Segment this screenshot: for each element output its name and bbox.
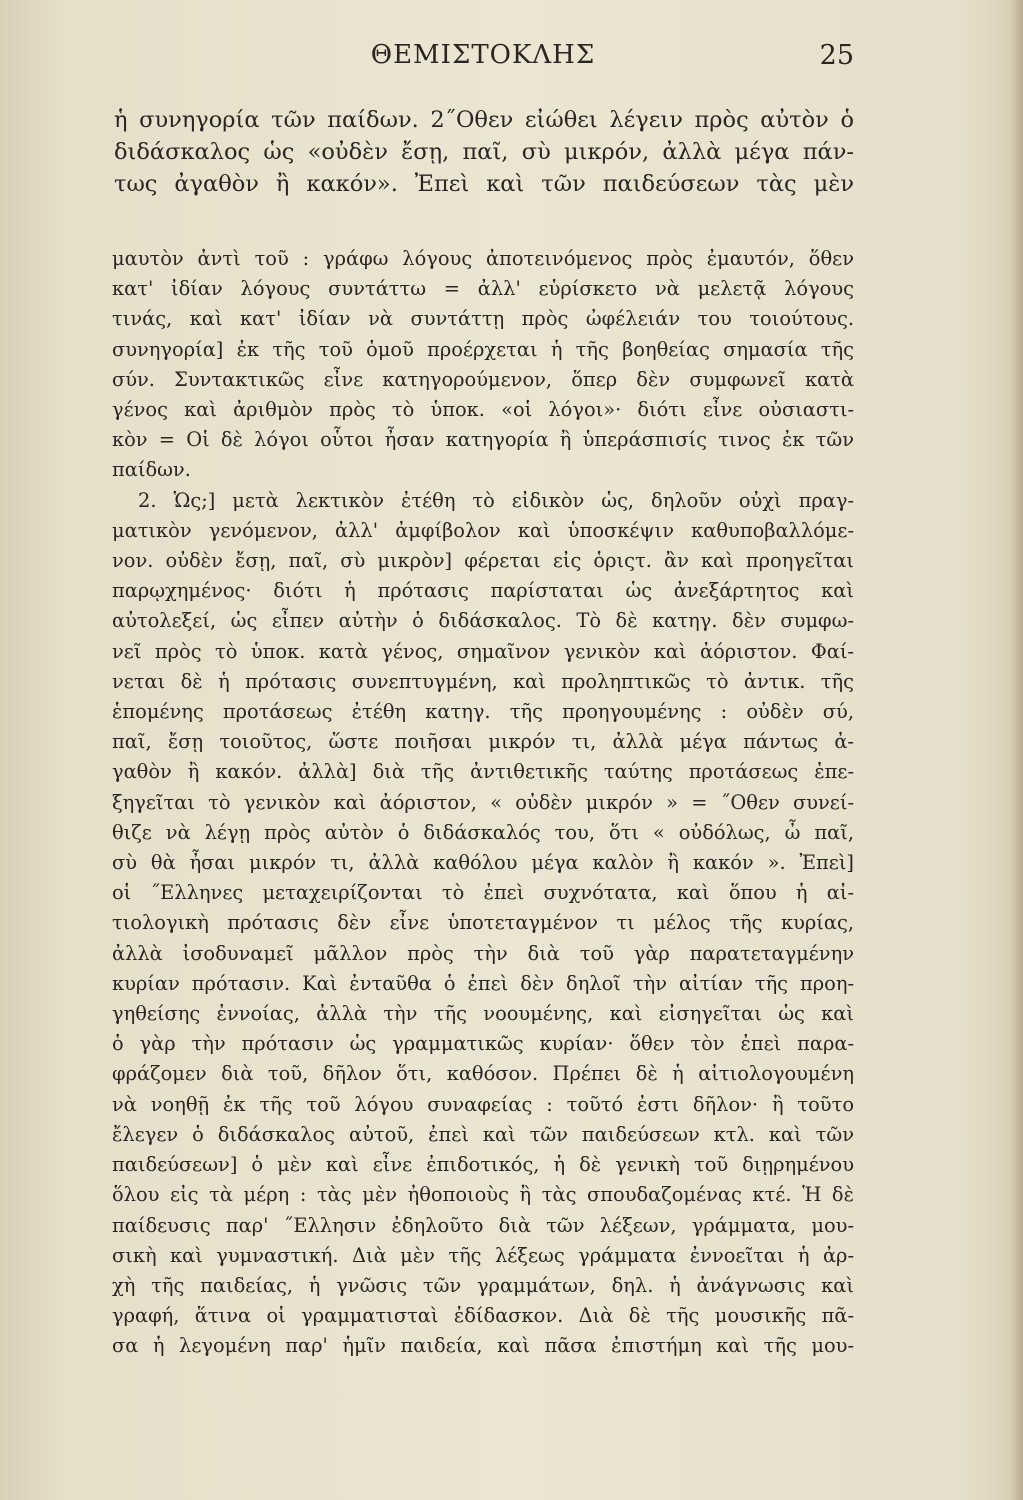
page-number: 25 (819, 40, 854, 71)
note-line: ἑπομένης προτάσεως ἐτέθη κατηγ. τῆς προηγουμένης : οὐδὲν σύ, (112, 700, 854, 724)
note-line: κυρίαν πρότασιν. Καὶ ἐνταῦθα ὁ ἐπεὶ δὲν δηλοῖ τὴν αἰτίαν τῆς προη- (112, 971, 854, 995)
note-line: τιολογικὴ πρότασις δὲν εἶνε ὑποτεταγμένον τι μέλος τῆς κυρίας, (112, 911, 854, 935)
note-line: παίδων. (112, 458, 191, 482)
note-line: οἱ ˝Ελληνες μεταχειρίζονται τὸ ἐπεὶ συχνότατα, καὶ ὅπου ἡ αἰ- (112, 881, 854, 905)
note-line: ματικὸν γενόμενον, ἀλλ' ἀμφίβολον καὶ ὑποσκέψιν καθυποβαλλόμε- (112, 518, 854, 542)
note-line: παρῳχημένος· διότι ἡ πρότασις παρίσταται ὡς ἀνεξάρτητος καὶ (112, 579, 854, 603)
main-text-line: ἡ συνηγορία τῶν παίδων. 2˝Οθεν εἰώθει λέγειν πρὸς αὐτὸν ὁ (114, 107, 854, 133)
note-line: παίδευσις παρ' ˝Ελλησιν ἐδηλοῦτο διὰ τῶν λέξεων, γράμματα, μου- (112, 1213, 854, 1237)
note-line: παῖ, ἔσῃ τοιοῦτος, ὥστε ποιῆσαι μικρόν τι, ἀλλὰ μέγα πάντως ἀ- (112, 730, 854, 754)
note-line: ὅλου εἰς τὰ μέρη : τὰς μὲν ἠθοποιοὺς ἢ τὰς σπουδαζομένας κτέ. Ἡ δὲ (112, 1183, 854, 1207)
note-line: νεται δὲ ἡ πρότασις συνεπτυγμένη, καὶ προληπτικῶς τὸ ἀντικ. τῆς (112, 669, 854, 693)
main-text-line: διδάσκαλος ὡς «οὐδὲν ἔσῃ, παῖ, σὺ μικρόν, ἀλλὰ μέγα πάν- (114, 139, 854, 165)
note-line: σὺ θὰ ἦσαι μικρόν τι, ἀλλὰ καθόλου μέγα καλὸν ἢ κακόν ». Ἐπεὶ] (112, 851, 854, 875)
note-line: αὐτολεξεί, ὡς εἶπεν αὐτὴν ὁ διδάσκαλος. Τὸ δὲ κατηγ. δὲν συμφω- (112, 609, 854, 633)
note-line: φράζομεν διὰ τοῦ, δῆλον ὅτι, καθόσον. Πρέπει δὲ ἡ αἰτιολογουμένη (112, 1062, 854, 1086)
note-line: γαθὸν ἢ κακόν. ἀλλὰ] διὰ τῆς ἀντιθετικῆς ταύτης προτάσεως ἐπε- (112, 760, 854, 784)
note-line: νον. οὐδὲν ἔσῃ, παῖ, σὺ μικρὸν] φέρεται εἰς ὁριςτ. ἂν καὶ προηγεῖται (112, 549, 854, 573)
note-line: κατ' ἰδίαν λόγους συντάττω = ἀλλ' εὑρίσκετο νὰ μελετᾷ λόγους (112, 277, 854, 301)
note-line: ξηγεῖται τὸ γενικὸν καὶ ἀόριστον, « οὐδὲν μικρόν » = ˝Οθεν συνεί- (112, 790, 854, 814)
note-line: κὸν = Οἱ δὲ λόγοι οὗτοι ἦσαν κατηγορία ἢ ὑπεράσπισίς τινος ἐκ τῶν (112, 428, 854, 452)
note-line: ἀλλὰ ἰσοδυναμεῖ μᾶλλον πρὸς τὴν διὰ τοῦ γὰρ παρατεταγμένην (112, 941, 854, 965)
note-line: ἔλεγεν ὁ διδάσκαλος αὐτοῦ, ἐπεὶ καὶ τῶν παιδεύσεων κτλ. καὶ τῶν (112, 1122, 854, 1146)
note-line: σύν. Συντακτικῶς εἶνε κατηγορούμενον, ὅπερ δὲν συμφωνεῖ κατὰ (112, 367, 854, 391)
running-title: ΘΕΜΙΣΤΟΚΛΗΣ (370, 40, 596, 70)
note-line: γραφή, ἅτινα οἱ γραμματισταὶ ἐδίδασκον. Διὰ δὲ τῆς μουσικῆς πᾶ- (112, 1304, 854, 1328)
note-line: γηθείσης ἐννοίας, ἀλλὰ τὴν τῆς νοουμένης, καὶ εἰσηγεῖται ὡς καὶ (112, 1002, 854, 1026)
note-line: χὴ τῆς παιδείας, ἡ γνῶσις τῶν γραμμάτων, δηλ. ἡ ἀνάγνωσις καὶ (112, 1273, 854, 1297)
note-line: συνηγορία] ἐκ τῆς τοῦ ὁμοῦ προέρχεται ἡ τῆς βοηθείας σημασία τῆς (112, 337, 854, 361)
note-line: τινάς, καὶ κατ' ἰδίαν νὰ συντάττῃ πρὸς ὠφέλειάν του τοιούτους. (112, 307, 854, 331)
note-line: νεῖ πρὸς τὸ ὑποκ. κατὰ γένος, σημαῖνον γενικὸν καὶ ἀόριστον. Φαί- (112, 639, 854, 663)
footnotes-block (112, 244, 854, 1362)
main-text-block (114, 104, 854, 200)
note-line: νὰ νοηθῇ ἐκ τῆς τοῦ λόγου συναφείας : τοῦτό ἐστι δῆλον· ἢ τοῦτο (112, 1092, 854, 1116)
note-line: σα ἡ λεγομένη παρ' ἡμῖν παιδεία, καὶ πᾶσα ἐπιστήμη καὶ τῆς μου- (112, 1334, 854, 1358)
note-line: θιζε νὰ λέγῃ πρὸς αὐτὸν ὁ διδάσκαλός του, ὅτι « οὐδόλως, ὦ παῖ, (112, 820, 854, 844)
page-header (112, 40, 854, 84)
note-line: 2. Ὡς;] μετὰ λεκτικὸν ἐτέθη τὸ εἰδικὸν ὡς, δηλοῦν οὐχὶ πραγ- (138, 488, 854, 512)
note-line: ὁ γὰρ τὴν πρότασιν ὡς γραμματικῶς κυρίαν· ὅθεν τὸν ἐπεὶ παρα- (112, 1032, 854, 1056)
note-line: σικὴ καὶ γυμναστική. Διὰ μὲν τῆς λέξεως γράμματα ἐννοεῖται ἡ ἀρ- (112, 1243, 854, 1267)
note-line: μαυτὸν ἀντὶ τοῦ : γράφω λόγους ἀποτεινόμενος πρὸς ἐμαυτόν, ὅθεν (112, 247, 854, 270)
note-line: παιδεύσεων] ὁ μὲν καὶ εἶνε ἐπιδοτικός, ἡ δὲ γενικὴ τοῦ διῃρημένου (112, 1153, 854, 1177)
note-line: γένος καὶ ἀριθμὸν πρὸς τὸ ὑποκ. «οἱ λόγοι»· διότι εἶνε οὐσιαστι- (112, 398, 854, 422)
main-text-line: τως ἀγαθὸν ἢ κακόν». Ἐπεὶ καὶ τῶν παιδεύσεων τὰς μὲν (114, 171, 854, 197)
page-edge-shadow (1009, 0, 1023, 1500)
